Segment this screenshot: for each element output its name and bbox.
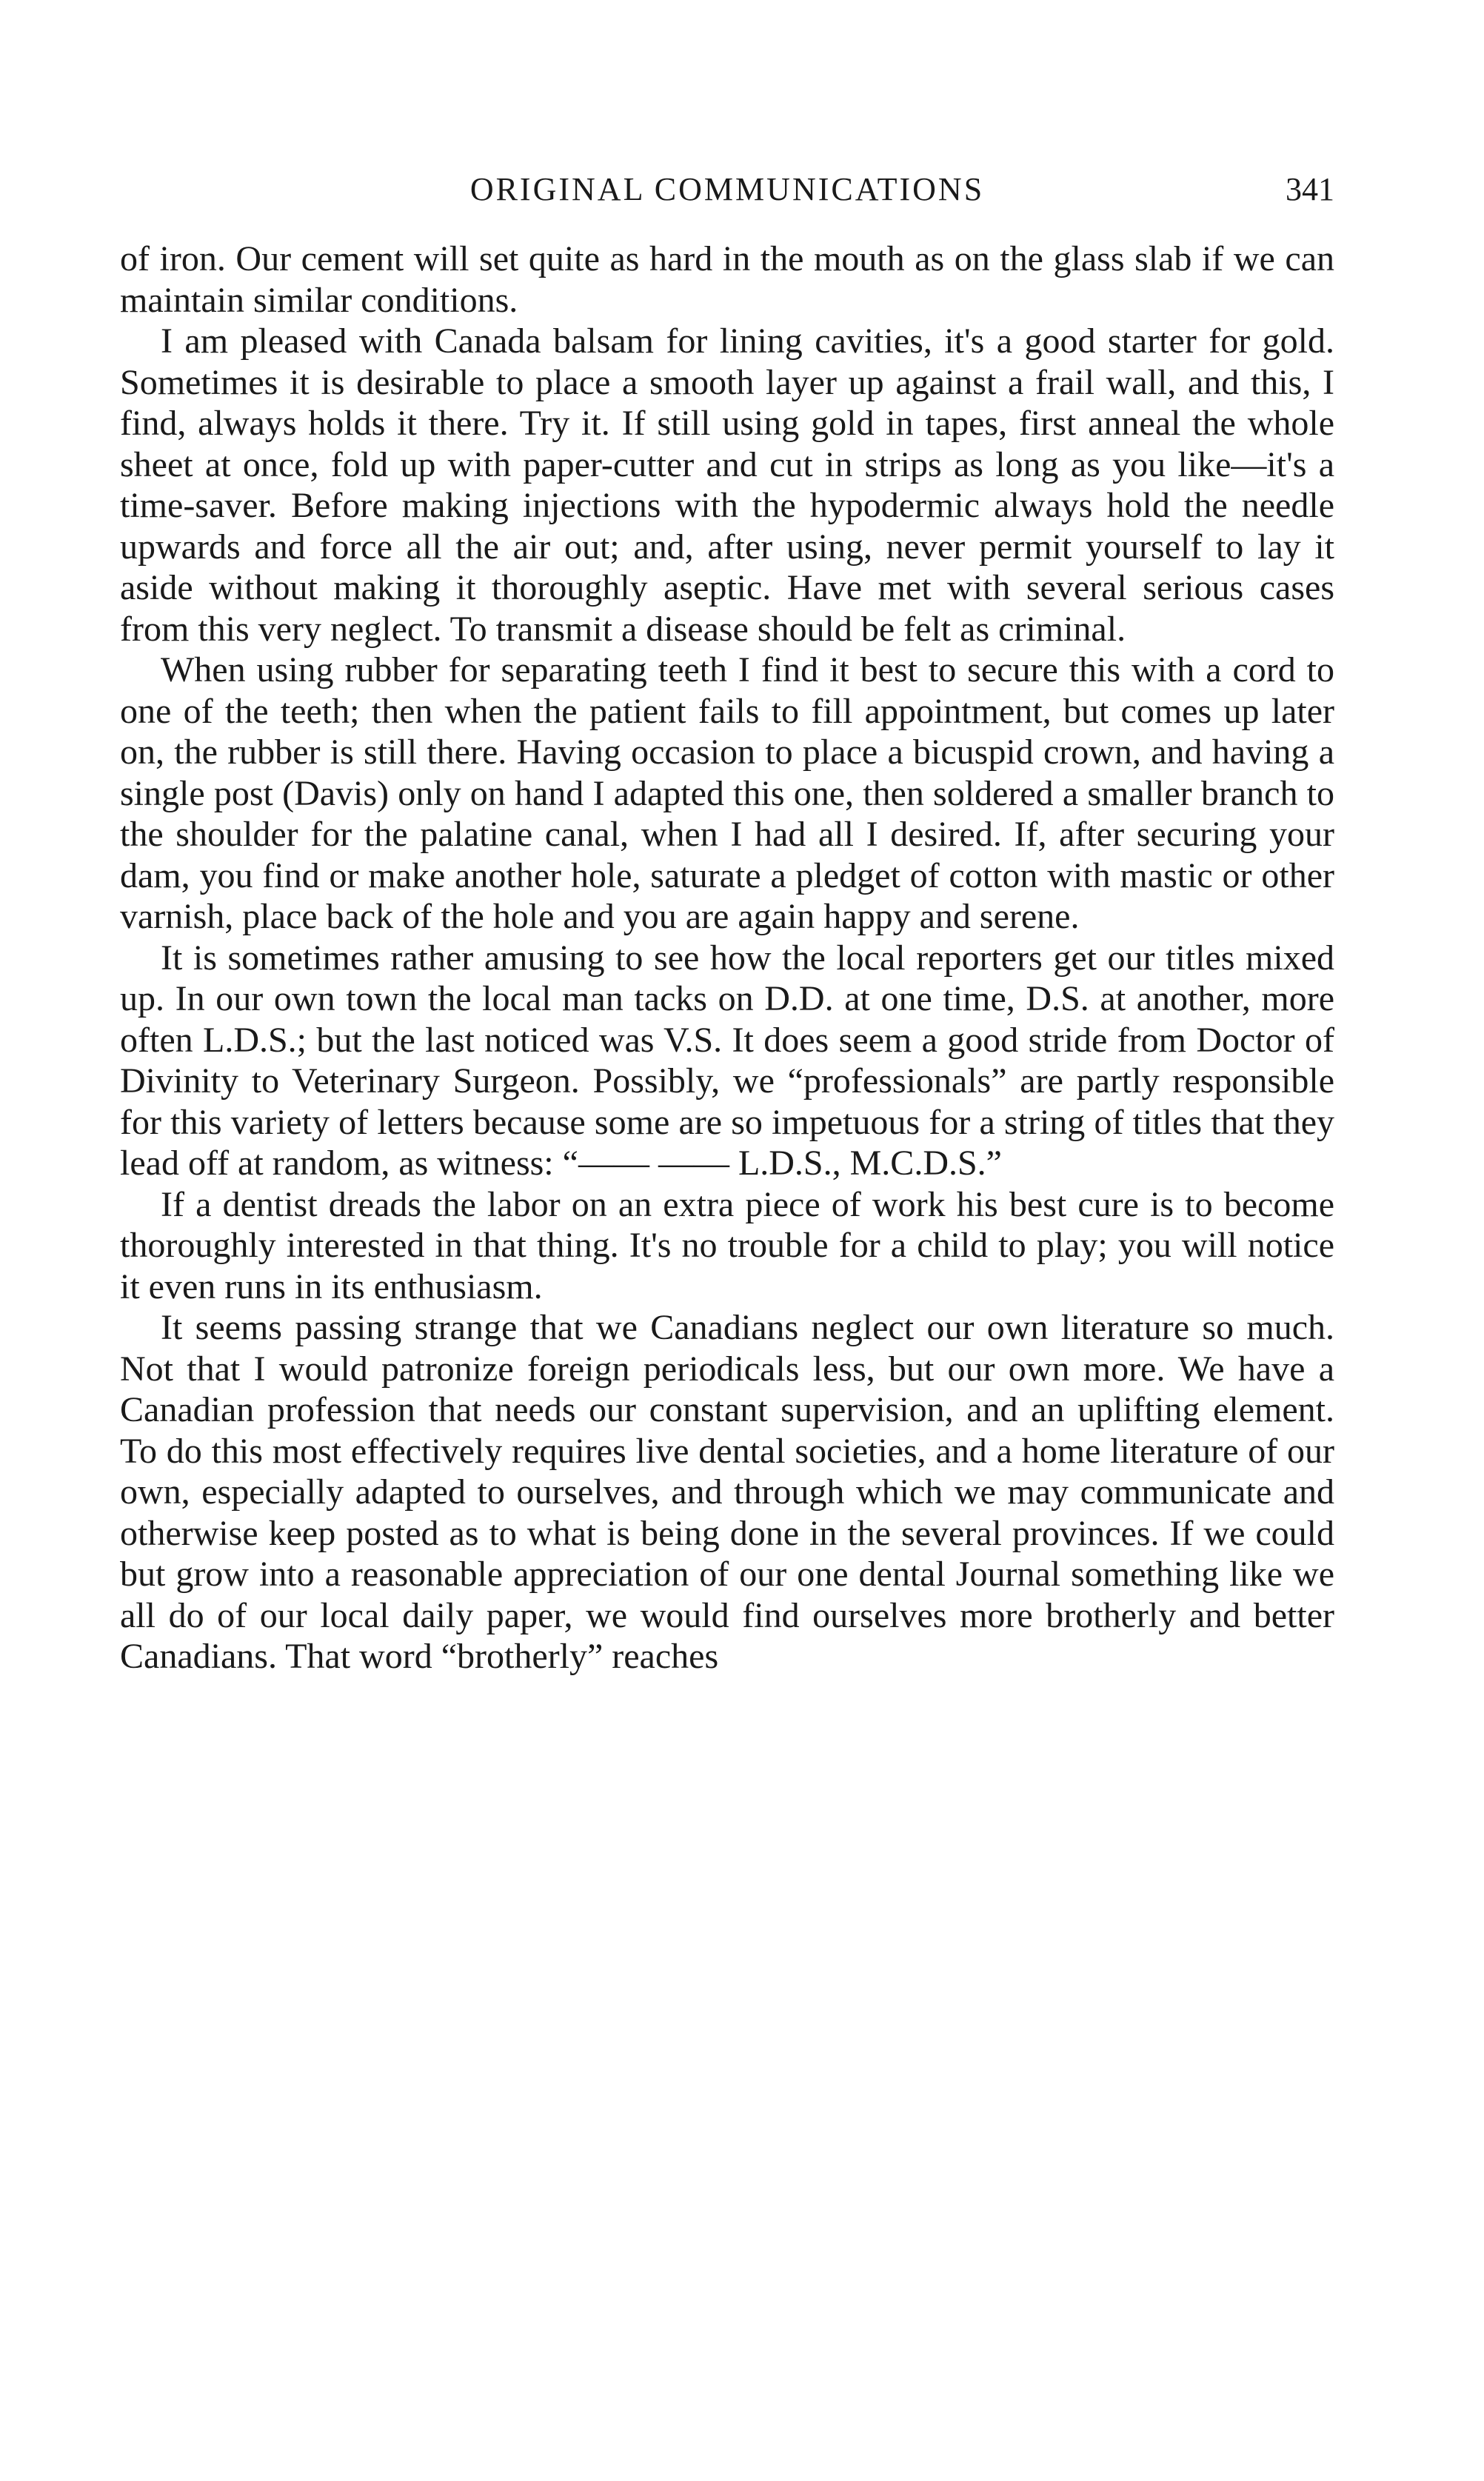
paragraph: It seems passing strange that we Canadians neglect our own literature so much. Not that I would patronize foreign periodicals less, but our own more. We have a Canadian profession that needs our constant supervision, and an uplifting element. To do this most effectively requires live dental societies, and a home literature of our own, especially adapted to ourselves, and through which we may communicate and otherwise keep posted as to what is being done in the several provinces. If we could but grow into a reasonable appreciation of our one dental Journal something like we all do of our local daily paper, we would find ourselves more brotherly and better Canadians. That word “brotherly” reaches <box>120 1308 1334 1676</box>
page-header <box>120 170 1334 215</box>
paragraph: I am pleased with Canada balsam for lining cavities, it's a good starter for gold. Sometimes it is desirable to place a smooth layer up against a frail wall, and this, I find, always holds it there. Try it. If still using gold in tapes, first anneal the whole sheet at once, fold up with paper-cutter and cut in strips as long as you like—it's a time-saver. Before making injections with the hypodermic always hold the needle upwards and force all the air out; and, after using, never permit yourself to lay it aside without making it thoroughly aseptic. Have met with several serious cases from this very neglect. To transmit a disease should be felt as criminal. <box>120 321 1334 649</box>
paragraph: If a dentist dreads the labor on an extra piece of work his best cure is to become thoroughly interested in that thing. It's no trouble for a child to play; you will notice it even runs in its enthusiasm. <box>120 1184 1334 1306</box>
body-text <box>120 238 1334 1677</box>
page-number: 341 <box>1286 171 1334 207</box>
running-head: ORIGINAL COMMUNICATIONS <box>469 171 985 207</box>
paragraph: When using rubber for separating teeth I find it best to secure this with a cord to one of the teeth; then when the patient fails to fill appointment, but comes up later on, the rubber is still there. Having occasion to place a bicuspid crown, and having a single post (Davis) only on hand I adapted this one, then soldered a smaller branch to the shoulder for the palatine canal, when I had all I desired. If, after securing your dam, you find or make another hole, saturate a pledget of cotton with mastic or other varnish, place back of the hole and you are again happy and serene. <box>120 650 1334 936</box>
paragraph: of iron. Our cement will set quite as hard in the mouth as on the glass slab if we can maintain similar conditions. <box>120 239 1334 320</box>
paragraph: It is sometimes rather amusing to see how the local reporters get our titles mixed up. In our own town the local man tacks on D.D. at one time, D.S. at another, more often L.D.S.; but the last noticed was V.S. It does seem a good stride from Doctor of Divinity to Veterinary Surgeon. Possibly, we “professionals” are partly responsible for this variety of letters because some are so impetuous for a string of titles that they lead off at random, as witness: “—— —— L.D.S., M.C.D.S.” <box>120 938 1334 1183</box>
